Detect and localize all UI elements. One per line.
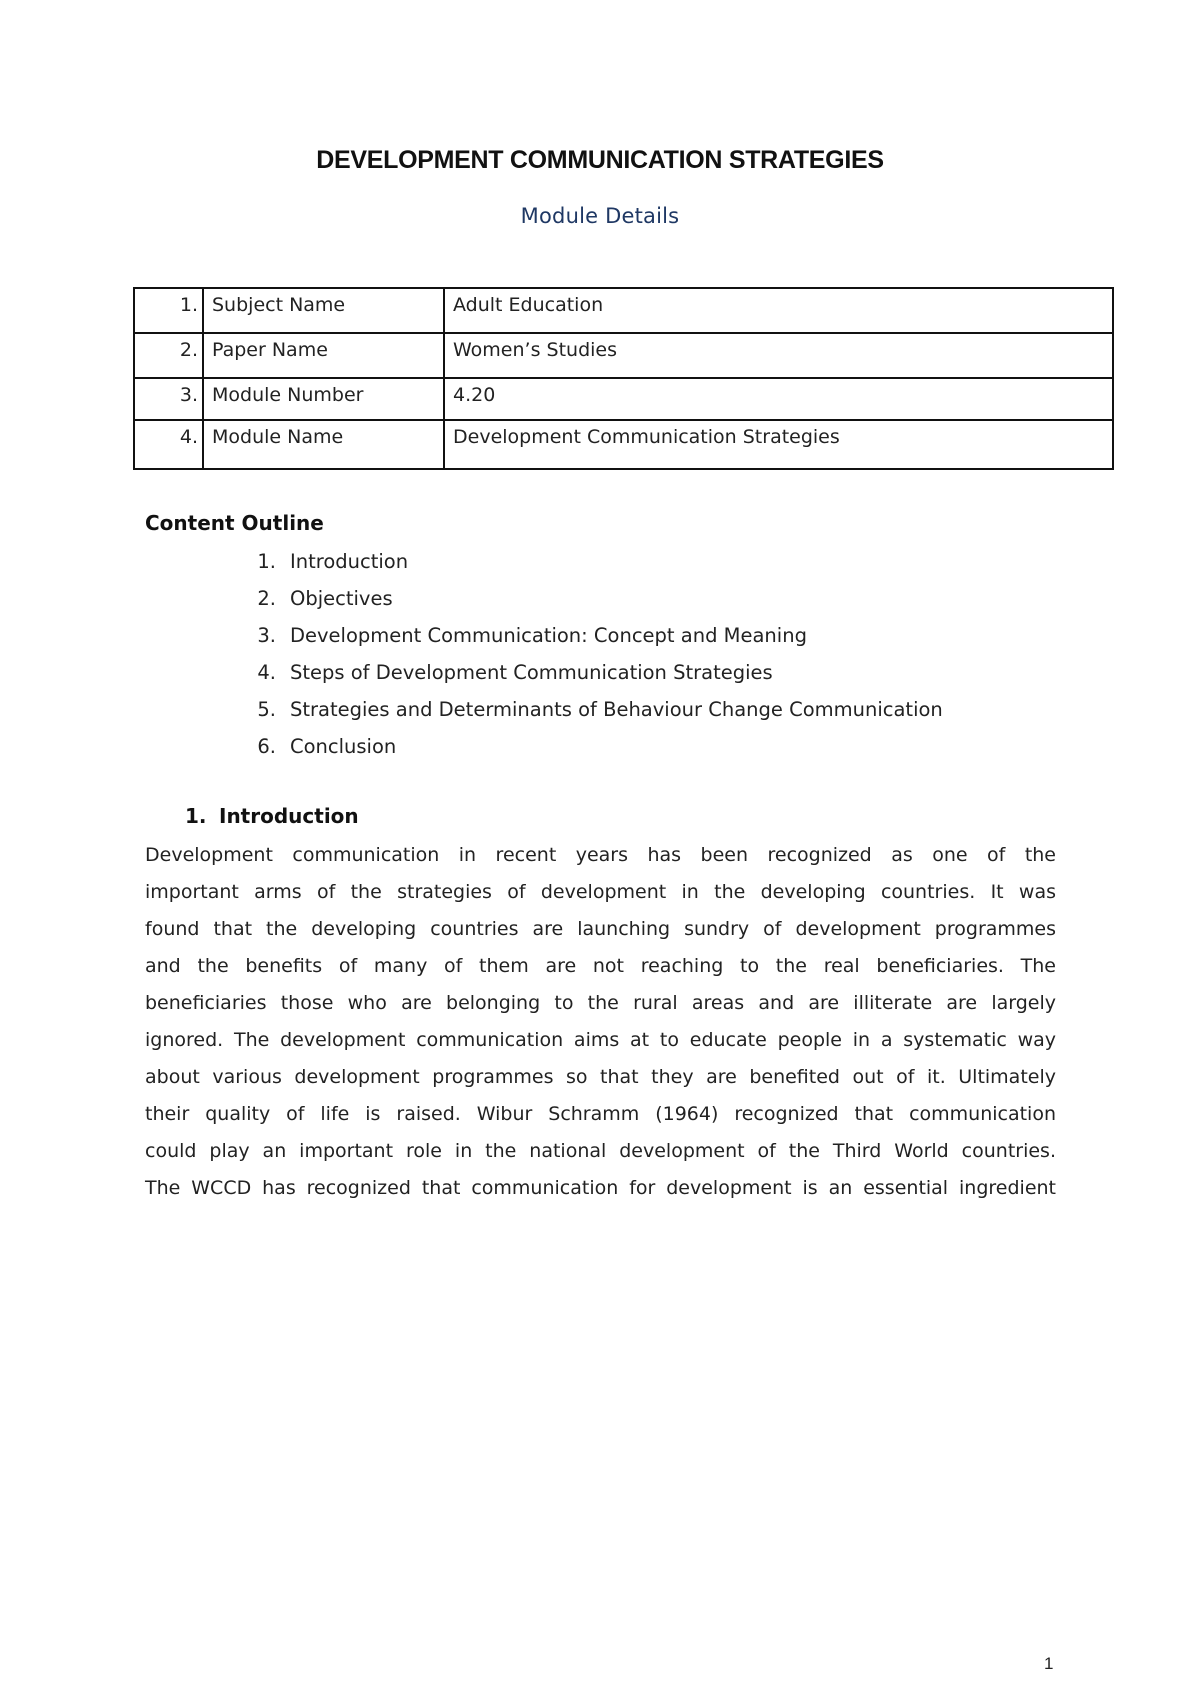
row-number: 2. <box>134 333 203 378</box>
list-item <box>257 548 943 585</box>
list-item <box>257 659 943 696</box>
list-item-text: Objectives <box>290 587 393 610</box>
list-item-number: 6. <box>257 735 276 758</box>
list-item-number: 3. <box>257 624 276 647</box>
list-item-text: Steps of Development Communication Strategies <box>290 661 773 684</box>
row-value: Adult Education <box>444 288 1113 333</box>
section-title: Introduction <box>219 804 359 828</box>
row-number: 3. <box>134 378 203 420</box>
module-details-table <box>133 287 1114 470</box>
introduction-paragraph <box>145 837 1056 1207</box>
row-value: 4.20 <box>444 378 1113 420</box>
list-item <box>257 733 943 770</box>
list-item <box>257 696 943 733</box>
document-subtitle: Module Details <box>520 204 680 228</box>
content-outline-heading: Content Outline <box>145 511 324 535</box>
list-item-text: Introduction <box>290 550 409 573</box>
paragraph-line: Development communication in recent years has been recognized as one of the <box>145 844 1056 866</box>
row-value: Development Communication Strategies <box>444 420 1113 469</box>
paragraph-line: beneficiaries those who are belonging to the rural areas and are illiterate are largely <box>145 992 1056 1014</box>
list-item-number: 4. <box>257 661 276 684</box>
list-item-text: Strategies and Determinants of Behaviour Change Communication <box>290 698 943 721</box>
paragraph-line: their quality of life is raised. Wibur Schramm (1964) recognized that communication <box>145 1103 1056 1125</box>
paragraph-line: and the benefits of many of them are not reaching to the real beneficiaries. The <box>145 955 1056 977</box>
list-item-number: 5. <box>257 698 276 721</box>
paragraph-line: The WCCD has recognized that communication for development is an essential ingredient <box>145 1177 1056 1199</box>
table-row <box>134 288 1113 333</box>
paragraph-line: about various development programmes so that they are benefited out of it. Ultimately <box>145 1066 1056 1088</box>
list-item-number: 2. <box>257 587 276 610</box>
paragraph-line: ignored. The development communication aims at to educate people in a systematic way <box>145 1029 1056 1051</box>
list-item-text: Development Communication: Concept and Meaning <box>290 624 807 647</box>
paragraph-line: found that the developing countries are launching sundry of development programmes <box>145 918 1056 940</box>
content-outline-list <box>257 548 943 770</box>
list-item <box>257 622 943 659</box>
paragraph-line: important arms of the strategies of development in the developing countries. It was <box>145 881 1056 903</box>
list-item <box>257 585 943 622</box>
document-title: DEVELOPMENT COMMUNICATION STRATEGIES <box>316 146 884 174</box>
row-label: Module Name <box>203 420 444 469</box>
table-row <box>134 333 1113 378</box>
row-number: 1. <box>134 288 203 333</box>
list-item-number: 1. <box>257 550 276 573</box>
row-number: 4. <box>134 420 203 469</box>
list-item-text: Conclusion <box>290 735 397 758</box>
section-number: 1. <box>185 804 207 828</box>
row-label: Subject Name <box>203 288 444 333</box>
row-value: Women’s Studies <box>444 333 1113 378</box>
row-label: Module Number <box>203 378 444 420</box>
page-number: 1 <box>1044 1654 1054 1673</box>
paragraph-line: could play an important role in the national development of the Third World countries. <box>145 1140 1056 1162</box>
row-label: Paper Name <box>203 333 444 378</box>
table-row <box>134 378 1113 420</box>
table-row <box>134 420 1113 469</box>
